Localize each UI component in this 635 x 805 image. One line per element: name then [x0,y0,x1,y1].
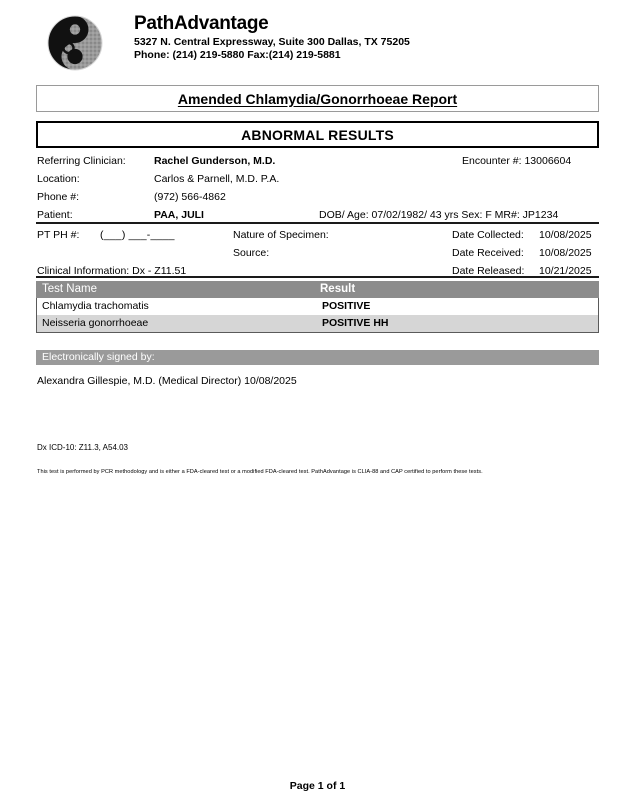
phone-value: (972) 566-4862 [154,191,226,203]
phone-label: Phone #: [37,191,80,203]
divider-above-specimen [36,222,599,224]
column-header-test-name: Test Name [42,283,97,295]
info-row-location [37,170,599,188]
electronically-signed-label: Electronically signed by: [42,351,155,363]
table-row [36,298,599,315]
patient-label: Patient: [37,209,73,221]
dob-age-sex-mr: DOB/ Age: 07/02/1982/ 43 yrs Sex: F MR#: JP1234 [319,209,559,221]
brand-block [134,12,410,62]
cell-test-name: Neisseria gonorrhoeae [42,317,149,329]
divider-above-table [36,276,599,278]
signer-name: Alexandra Gillespie, M.D. (Medical Director) 10/08/2025 [37,375,297,387]
date-collected-label: Date Collected: [452,229,524,241]
report-title-box [36,85,599,112]
patient-info-block [37,152,599,224]
cell-result: POSITIVE HH [322,317,389,329]
abnormal-results-banner [36,121,599,148]
cell-test-name: Chlamydia trachomatis [42,300,149,312]
location-value: Carlos & Parnell, M.D. P.A. [154,173,280,185]
status-badge: ABNORMAL RESULTS [241,126,394,143]
cell-result: POSITIVE [322,300,371,312]
clinical-information: Clinical Information: Dx - Z11.51 [37,265,187,277]
pt-ph-label: PT PH #: [37,229,80,241]
date-received-label: Date Received: [452,247,524,259]
page-title: Amended Chlamydia/Gonorrhoeae Report [177,90,458,107]
brand-phone-fax: Phone: (214) 219-5880 Fax:(214) 219-5881 [134,49,341,61]
spec-row-2 [37,244,599,262]
results-table [36,281,599,333]
column-header-result: Result [320,283,356,295]
specimen-dates-block [37,226,599,280]
spec-row-1 [37,226,599,244]
patient-value: PAA, JULI [154,209,204,221]
yin-yang-logo-icon [46,14,104,72]
electronically-signed-bar [36,350,599,365]
source-label: Source: [233,247,270,259]
date-released-value: 10/21/2025 [539,265,592,277]
nature-of-specimen-label: Nature of Specimen: [233,229,329,241]
referring-clinician-label: Referring Clinician: [37,155,126,167]
info-row-phone [37,188,599,206]
page-footer [0,780,635,792]
dx-icd10-line: Dx ICD-10: Z11.3, A54.03 [37,443,129,452]
location-label: Location: [37,173,80,185]
date-collected-value: 10/08/2025 [539,229,592,241]
info-row-clinician [37,152,599,170]
table-row [36,315,599,332]
date-released-label: Date Released: [452,265,525,277]
page-number: Page 1 of 1 [289,780,346,792]
referring-clinician-value: Rachel Gunderson, M.D. [154,155,276,167]
table-bottom-border [36,332,599,333]
methodology-disclaimer: This test is performed by PCR methodology and is either a FDA-cleared test or a modified FDA-cleared test. PathAdvantage is CLIA-88 and CAP certified to perform these tests. [37,469,483,475]
letterhead [36,12,601,74]
brand-address: 5327 N. Central Expressway, Suite 300 Dallas, TX 75205 [134,36,410,48]
encounter-number: Encounter #: 13006604 [462,155,572,167]
pt-ph-value: (___) ___-____ [100,229,175,241]
table-header-row [36,281,599,298]
brand-name: PathAdvantage [134,13,269,34]
date-received-value: 10/08/2025 [539,247,592,259]
